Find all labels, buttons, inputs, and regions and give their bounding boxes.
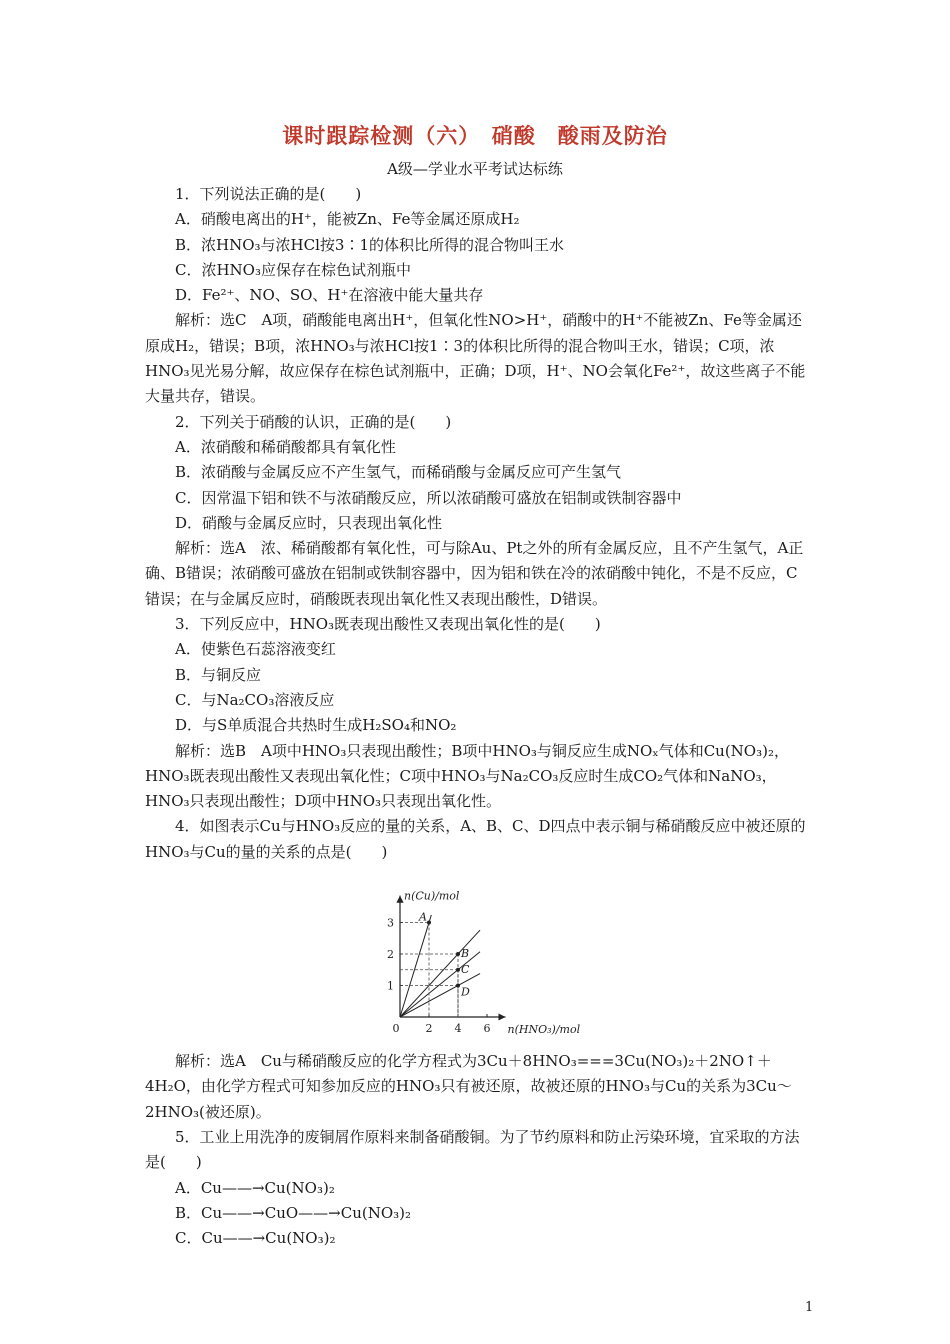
- q5-option-b: B．Cu——→CuO——→Cu(NO₃)₂: [175, 1203, 412, 1222]
- y-tick-label-3: 3: [387, 916, 394, 930]
- point-label-b: B: [461, 947, 470, 961]
- section-subtitle: A级—学业水平考试达标练: [387, 160, 563, 178]
- q2-option-b: B．浓硝酸与金属反应不产生氢气，而稀硝酸与金属反应可产生氢气: [175, 463, 622, 482]
- point-label-d: D: [461, 985, 470, 999]
- q1-analysis: 解析：选C A项，硝酸能电离出H⁺，但氧化性NO>H⁺，硝酸中的H⁺不能被Zn、Fe等金属还原成H₂，错误；B项，浓HNO₃与浓HCl按1∶3的体积比所得的混合物叫王水，错误；C项，浓HNO₃见光易分解，故应保存在棕色试剂瓶中，正确；D项，H⁺、NO会氧化Fe²⁺，故这些离子不能大量共存，错误。: [145, 311, 806, 406]
- q2-stem: 2．下列关于硝酸的认识，正确的是( ): [175, 412, 452, 431]
- y-tick-label-2: 2: [387, 948, 394, 962]
- q3-option-a: A．使紫色石蕊溶液变红: [175, 640, 336, 659]
- q2-option-a: A．浓硝酸和稀硝酸都具有氧化性: [175, 437, 396, 456]
- q4-analysis: 解析：选A Cu与稀硝酸反应的化学方程式为3Cu＋8HNO₃===3Cu(NO₃)₂＋2NO↑＋4H₂O，由化学方程式可知参加反应的HNO₃只有被还原，故被还原的HNO₃与Cu的关系为3Cu～2HNO₃(被还原)。: [145, 1052, 792, 1121]
- q1-option-d: D．Fe²⁺、NO、SO、H⁺在溶液中能大量共存: [175, 286, 484, 305]
- q1-option-a: A．硝酸电离出的H⁺，能被Zn、Fe等金属还原成H₂: [175, 210, 520, 229]
- question-content: [145, 182, 810, 1251]
- chart-svg: [370, 867, 600, 1047]
- q2-option-c: C．因常温下铝和铁不与浓硝酸反应，所以浓硝酸可盛放在铝制或铁制容器中: [175, 488, 682, 507]
- q1-stem: 1．下列说法正确的是( ): [175, 185, 362, 203]
- series-line-a: [400, 915, 431, 1017]
- point-b: [456, 952, 460, 956]
- cu-hno3-chart: [145, 865, 810, 1049]
- point-a: [427, 921, 431, 925]
- y-tick-label-1: 1: [387, 979, 394, 993]
- y-axis-label: n(Cu)/mol: [404, 889, 460, 903]
- point-label-c: C: [461, 962, 470, 976]
- series-line-c: [400, 952, 480, 1017]
- x-tick-label-6: 6: [483, 1022, 491, 1036]
- point-label-a: A: [419, 910, 427, 924]
- q3-option-c: C．与Na₂CO₃溶液反应: [175, 690, 335, 709]
- q3-option-d: D．与S单质混合共热时生成H₂SO₄和NO₂: [175, 716, 457, 735]
- q1-option-c: C．浓HNO₃应保存在棕色试剂瓶中: [175, 260, 411, 279]
- q5-stem: 5．工业上用洗净的废铜屑作原料来制备硝酸铜。为了节约原料和防止污染环境，宜采取的方法是( ): [145, 1127, 800, 1172]
- q4-stem: 4．如图表示Cu与HNO₃反应的量的关系，A、B、C、D四点中表示铜与稀硝酸反应中被还原的HNO₃与Cu的量的关系的点是( ): [145, 817, 806, 861]
- x-axis-label: n(HNO₃)/mol: [507, 1023, 581, 1037]
- page-title: 课时跟踪检测（六） 硝酸 酸雨及防治: [282, 124, 668, 148]
- q3-analysis: 解析：选B A项中HNO₃只表现出酸性；B项中HNO₃与铜反应生成NOₓ气体和Cu(NO₃)₂，HNO₃既表现出酸性又表现出氧化性；C项中HNO₃与Na₂CO₃反应时生成CO₂气体和NaNO₃，HNO₃只表现出酸性；D项中HNO₃只表现出氧化性。: [145, 741, 789, 811]
- origin-label: 0: [392, 1022, 400, 1036]
- q2-analysis: 解析：选A 浓、稀硝酸都有氧化性，可与除Au、Pt之外的所有金属反应，且不产生氢气，A正确、B错误；浓硝酸可盛放在铝制或铁制容器中，因为铝和铁在冷的浓硝酸中钝化，不是不反应，C错误；在与金属反应时，硝酸既表现出氧化性又表现出酸性，D错误。: [145, 539, 804, 608]
- point-c: [456, 968, 460, 972]
- page-number: 1: [805, 1300, 814, 1315]
- q5-option-a: A．Cu——→Cu(NO₃)₂: [175, 1178, 335, 1197]
- q2-option-d: D．硝酸与金属反应时，只表现出氧化性: [175, 513, 443, 532]
- q3-option-b: B．与铜反应: [175, 665, 262, 684]
- q1-option-b: B．浓HNO₃与浓HCl按3∶1的体积比所得的混合物叫王水: [175, 235, 564, 254]
- point-d: [456, 984, 460, 988]
- x-tick-label-2: 2: [425, 1022, 433, 1036]
- q5-option-c: C．Cu——→Cu(NO₃)₂: [175, 1229, 336, 1248]
- q3-stem: 3．下列反应中，HNO₃既表现出酸性又表现出氧化性的是( ): [175, 615, 601, 634]
- x-tick-label-4: 4: [454, 1022, 462, 1036]
